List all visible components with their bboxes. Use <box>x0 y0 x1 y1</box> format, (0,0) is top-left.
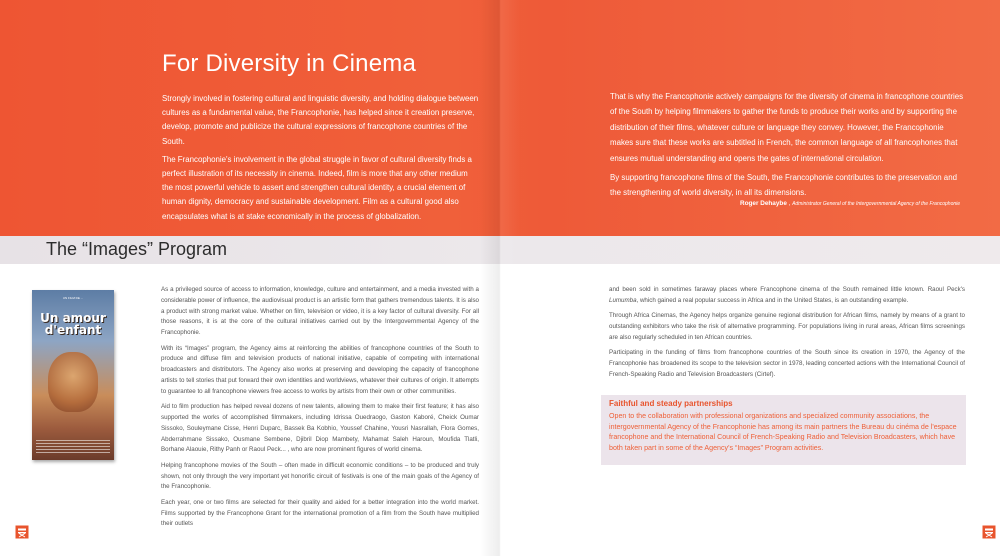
program-paragraph: Through Africa Cinemas, the Agency helps organize genuine regional distribution for African films, namely by means of a grant to outstanding exhibitors who take the risk of alternative programming. For populations living in rural areas, African films screenings are also regularly scheduled in ten African countries. <box>609 312 965 341</box>
signature-role: Administrator General of the Intergovernmental Agency of the Francophonie <box>792 201 961 207</box>
program-paragraph: Helping francophone movies of the South – often made in difficult economic conditions – to be produced and truly shown, not only through the very important yet honorific circuit of festivals is one of the main goals of the Agency of the Francophonie. <box>161 461 479 491</box>
signature-separator: , <box>786 200 793 207</box>
cinema-heading: For Diversity in Cinema <box>162 50 416 77</box>
program-heading: The “Images” Program <box>46 239 228 259</box>
signature-name: Roger Dehaybe <box>740 200 787 207</box>
program-paragraph: Aid to film production has helped reveal dozens of new talents, allowing them to make their first feature; it has also supported the works of accomplished filmmakers, including Idrissa Ouedraogo, Gaston Kaboré, Cheick Oumar Sissoko, Souleymane Cisse, Henri Duparc, Bassek Ba Kobhio, Youssef Chahine, Yousri Nasrallah, Flora Gomes, Abderrahmane Sissako, Ousmane Sembene, Djibril Diop Mambety, Mahamat Saleh Haroun, Moufida Tlatli, Borhane Alaouie, Rithy Panh or Raoul Peck... , who are now prominent figures of world cinema. <box>161 403 479 454</box>
director-chair-icon <box>15 525 29 539</box>
film-title-italic: Lumumba <box>609 296 637 304</box>
partnership-callout-box <box>601 395 966 465</box>
partnership-text: Open to the collaboration with professional organizations and specialized community associations, the intergovernmental Agency of the Francophonie has among its main partners the Bureau du cinéma de l'espace francophone and the International Council of French-Speaking Radio and Television Broadcasters, which have both taken part in some of the Agency's “Images” Program activities. <box>609 412 957 452</box>
program-paragraph: Participating in the funding of films from francophone countries of the South since its creation in 1970, the Agency of the Francophonie has broadened its scope to the television sector in 1978, leading concerted actions with the International Council of French-Speaking Radio and Television Broadcasters (Cirtef). <box>609 349 965 378</box>
program-paragraph: With its “Images” program, the Agency aims at reinforcing the abilities of francophone countries of the South to produce and diffuse film and television products of national initiative, capable of competing with international broadcasters and distributors. The Agency also works at preserving and developing the capacity of francophone artists to tell stories that put forward their own identities and worldviews, whatever their cultures of origin. It attempts to guarantee to all francophone viewers free access to works by artists from their own or other communities. <box>161 344 479 395</box>
cinema-paragraph: By supporting francophone films of the South, the Francophonie contributes to the preservation and the strengthening of world diversity, in all its dimensions. <box>610 173 957 198</box>
poster-credit-line: UN FILM DE ... <box>62 296 84 300</box>
paragraph-text: , which gained a real popular success in Africa and in the United States, is an outstanding example. <box>636 296 909 304</box>
cinema-paragraph: That is why the Francophonie actively campaigns for the diversity of cinema in francophone countries of the South by helping filmmakers to gather the funds to produce their works and by supporting the distribution of their films, whatever culture or language they convey. However, the Francophonie makes sure that these works are subtitled in French, the common language of all francophones that ensures mutual understanding and opens the gates of international circulation. <box>610 92 964 163</box>
partnership-heading: Faithful and steady partnerships <box>609 399 733 408</box>
program-paragraph: As a privileged source of access to information, knowledge, culture and entertainment, and a media invested with a considerable power of influence, the audiovisual product is an artistic form that gathers tremendous talents. It is also a product with strong market value. Whether on film, television or video, it is a key factor of cultural diversity. For all those reasons, it is at the core of the cultural initiatives carried out by the Intergovernmental Agency of the Francophonie. <box>161 286 479 337</box>
program-paragraph <box>609 285 965 307</box>
film-poster-image <box>32 290 114 460</box>
cinema-paragraph: Strongly involved in fostering cultural and linguistic diversity, and holding dialogue between cultures as a fundamental value, the Francophonie, has helped since it creation preserve, develop, promote and publicize the cultural expressions of francophone countries of the South. <box>162 94 479 146</box>
program-paragraph: Each year, one or two films are selected for their quality and aided for a better integration into the world market. Films supported by the Francophone Grant for the international promotion of a film from the South have multiplied their outlets <box>161 498 479 528</box>
poster-child-figure <box>48 352 98 412</box>
paragraph-text: and been sold in sometimes faraway places where Francophone cinema of the South remained little known. Raoul Peck's <box>609 286 965 293</box>
director-chair-icon <box>982 525 996 539</box>
cinema-intro-left-column <box>162 92 480 228</box>
program-right-column <box>609 285 965 385</box>
program-left-column <box>161 285 479 535</box>
poster-credits-block <box>36 440 110 454</box>
author-signature <box>740 200 980 207</box>
cinema-paragraph: The Francophonie's involvement in the global struggle in favor of cultural diversity finds a perfect illustration of its necessity in cinema. Indeed, film is more that any other medium the most powerful vehicle to assert and strengthen cultural identity, a crucial element of human dignity, democracy and sustainable development. Film as a cultural good also encapsulates what is at stake economically in the process of globalization. <box>162 154 472 221</box>
cinema-intro-right-column <box>610 89 968 205</box>
poster-title: Un amour d'enfant <box>40 311 106 337</box>
